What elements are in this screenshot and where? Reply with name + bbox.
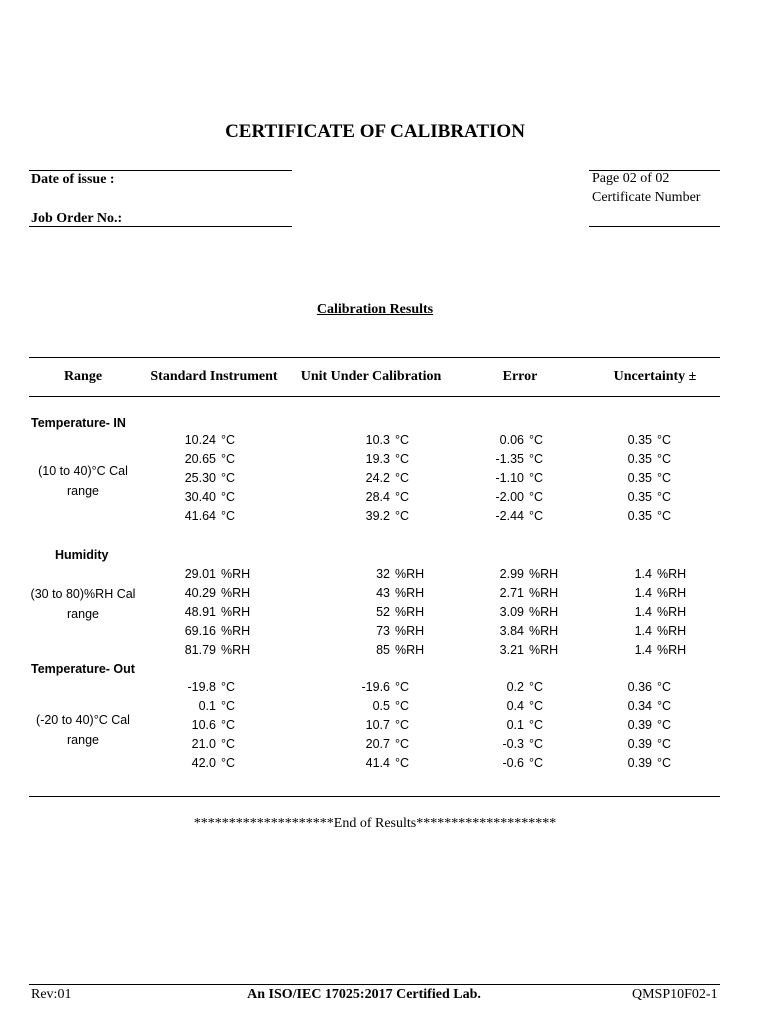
header-uncertainty: Uncertainty ± bbox=[613, 369, 697, 384]
cell-uuc bbox=[330, 452, 409, 466]
unit-unc: °C bbox=[657, 737, 672, 751]
cell-std bbox=[156, 509, 235, 523]
form-code: QMSP10F02-1 bbox=[632, 987, 718, 1002]
unit-unc: °C bbox=[657, 509, 672, 523]
cell-std bbox=[156, 490, 235, 504]
value-std: 30.40 bbox=[184, 490, 216, 504]
unit-err: °C bbox=[529, 737, 544, 751]
unit-unc: %RH bbox=[657, 567, 687, 581]
table-row bbox=[0, 452, 750, 471]
table-row bbox=[0, 718, 750, 737]
cell-err bbox=[464, 643, 558, 657]
value-uuc: 43 bbox=[376, 586, 390, 600]
cell-unc bbox=[592, 567, 686, 581]
value-err: 0.1 bbox=[506, 718, 524, 732]
cell-err bbox=[464, 737, 543, 751]
unit-uuc: °C bbox=[395, 718, 410, 732]
range-line: (-20 to 40)°C Cal bbox=[36, 713, 130, 727]
cell-std bbox=[156, 433, 235, 447]
value-err: 0.2 bbox=[506, 680, 524, 694]
unit-unc: %RH bbox=[657, 643, 687, 657]
footer-rule bbox=[29, 984, 720, 985]
value-err: 0.4 bbox=[506, 699, 524, 713]
unit-unc: °C bbox=[657, 471, 672, 485]
unit-uuc: %RH bbox=[395, 643, 425, 657]
cell-uuc bbox=[330, 433, 409, 447]
header-rule-left-top bbox=[29, 170, 292, 171]
unit-std: °C bbox=[221, 452, 236, 466]
value-unc: 0.35 bbox=[627, 490, 652, 504]
unit-unc: %RH bbox=[657, 586, 687, 600]
unit-err: °C bbox=[529, 471, 544, 485]
cell-err bbox=[464, 718, 543, 732]
unit-err: %RH bbox=[529, 567, 559, 581]
unit-std: °C bbox=[221, 756, 236, 770]
value-err: -2.44 bbox=[495, 509, 524, 523]
value-uuc: 24.2 bbox=[365, 471, 390, 485]
calibration-results-title: Calibration Results bbox=[316, 302, 434, 317]
unit-unc: %RH bbox=[657, 605, 687, 619]
section-title-humidity: Humidity bbox=[55, 548, 109, 562]
cell-err bbox=[464, 452, 543, 466]
revision-label: Rev:01 bbox=[31, 987, 72, 1002]
value-uuc: 39.2 bbox=[365, 509, 390, 523]
value-std: 0.1 bbox=[198, 699, 216, 713]
cell-err bbox=[464, 680, 543, 694]
value-std: 41.64 bbox=[184, 509, 216, 523]
unit-uuc: °C bbox=[395, 452, 410, 466]
unit-err: °C bbox=[529, 509, 544, 523]
value-std: 29.01 bbox=[184, 567, 216, 581]
unit-std: °C bbox=[221, 433, 236, 447]
cell-err bbox=[464, 433, 543, 447]
value-err: 0.06 bbox=[499, 433, 524, 447]
unit-unc: °C bbox=[657, 756, 672, 770]
value-err: -1.35 bbox=[495, 452, 524, 466]
value-std: 25.30 bbox=[184, 471, 216, 485]
unit-std: %RH bbox=[221, 624, 251, 638]
unit-uuc: °C bbox=[395, 433, 410, 447]
table-row bbox=[0, 586, 750, 605]
section-title-temperature-out: Temperature- Out bbox=[31, 662, 135, 676]
unit-err: %RH bbox=[529, 586, 559, 600]
page-number: Page 02 of 02 bbox=[592, 171, 670, 186]
cell-std bbox=[156, 756, 235, 770]
header-rule-right-bottom bbox=[589, 226, 720, 227]
value-unc: 0.39 bbox=[627, 756, 652, 770]
table-row bbox=[0, 567, 750, 586]
value-unc: 1.4 bbox=[634, 605, 652, 619]
table-row bbox=[0, 605, 750, 624]
unit-uuc: %RH bbox=[395, 567, 425, 581]
value-unc: 1.4 bbox=[634, 586, 652, 600]
unit-uuc: %RH bbox=[395, 624, 425, 638]
unit-err: °C bbox=[529, 452, 544, 466]
date-of-issue-label: Date of issue : bbox=[31, 172, 115, 187]
unit-unc: °C bbox=[657, 699, 672, 713]
value-err: -1.10 bbox=[495, 471, 524, 485]
table-row bbox=[0, 433, 750, 452]
value-std: 21.0 bbox=[191, 737, 216, 751]
cell-uuc bbox=[330, 471, 409, 485]
value-err: -2.00 bbox=[495, 490, 524, 504]
cell-err bbox=[464, 490, 543, 504]
cell-uuc bbox=[330, 509, 409, 523]
cell-uuc bbox=[330, 490, 409, 504]
cell-uuc bbox=[330, 718, 409, 732]
value-err: 3.21 bbox=[499, 643, 524, 657]
value-unc: 0.36 bbox=[627, 680, 652, 694]
unit-uuc: °C bbox=[395, 471, 410, 485]
cell-err bbox=[464, 699, 543, 713]
value-unc: 0.35 bbox=[627, 433, 652, 447]
unit-std: °C bbox=[221, 737, 236, 751]
value-std: 20.65 bbox=[184, 452, 216, 466]
unit-std: °C bbox=[221, 471, 236, 485]
table-row bbox=[0, 490, 750, 509]
table-row bbox=[0, 699, 750, 718]
value-uuc: 41.4 bbox=[365, 756, 390, 770]
range-line: range bbox=[67, 607, 99, 621]
cell-err bbox=[464, 471, 543, 485]
unit-err: °C bbox=[529, 680, 544, 694]
table-row bbox=[0, 624, 750, 643]
unit-std: %RH bbox=[221, 567, 251, 581]
cell-unc bbox=[592, 452, 671, 466]
cell-std bbox=[156, 471, 235, 485]
cell-std bbox=[156, 567, 250, 581]
cell-unc bbox=[592, 586, 686, 600]
value-std: -19.8 bbox=[187, 680, 216, 694]
unit-uuc: °C bbox=[395, 699, 410, 713]
value-uuc: 28.4 bbox=[365, 490, 390, 504]
cell-err bbox=[464, 605, 558, 619]
cell-unc bbox=[592, 718, 671, 732]
cell-unc bbox=[592, 490, 671, 504]
table-row bbox=[0, 509, 750, 528]
unit-std: °C bbox=[221, 699, 236, 713]
range-line: (10 to 40)°C Cal bbox=[38, 464, 128, 478]
value-unc: 1.4 bbox=[634, 643, 652, 657]
cell-std bbox=[156, 586, 250, 600]
value-err: 3.84 bbox=[499, 624, 524, 638]
range-line: range bbox=[67, 733, 99, 747]
header-unit-under-calibration: Unit Under Calibration bbox=[300, 369, 442, 384]
unit-err: %RH bbox=[529, 624, 559, 638]
unit-err: °C bbox=[529, 433, 544, 447]
cell-std bbox=[156, 452, 235, 466]
value-unc: 0.39 bbox=[627, 718, 652, 732]
cell-unc bbox=[592, 737, 671, 751]
value-std: 10.24 bbox=[184, 433, 216, 447]
cell-std bbox=[156, 699, 235, 713]
cell-unc bbox=[592, 643, 686, 657]
value-unc: 0.34 bbox=[627, 699, 652, 713]
value-unc: 0.39 bbox=[627, 737, 652, 751]
table-row bbox=[0, 643, 750, 662]
unit-uuc: °C bbox=[395, 490, 410, 504]
table-rule-header bbox=[29, 396, 720, 397]
cell-uuc bbox=[330, 567, 424, 581]
cell-uuc bbox=[330, 643, 424, 657]
unit-std: %RH bbox=[221, 643, 251, 657]
unit-unc: °C bbox=[657, 490, 672, 504]
unit-std: °C bbox=[221, 718, 236, 732]
header-error: Error bbox=[502, 369, 538, 384]
unit-uuc: °C bbox=[395, 756, 410, 770]
cell-err bbox=[464, 567, 558, 581]
cell-uuc bbox=[330, 605, 424, 619]
value-uuc: 10.3 bbox=[365, 433, 390, 447]
cell-uuc bbox=[330, 699, 409, 713]
unit-err: %RH bbox=[529, 643, 559, 657]
table-row bbox=[0, 737, 750, 756]
value-std: 69.16 bbox=[184, 624, 216, 638]
unit-err: %RH bbox=[529, 605, 559, 619]
cell-std bbox=[156, 643, 250, 657]
value-std: 10.6 bbox=[191, 718, 216, 732]
cell-unc bbox=[592, 471, 671, 485]
value-uuc: 52 bbox=[376, 605, 390, 619]
unit-uuc: °C bbox=[395, 680, 410, 694]
header-range: Range bbox=[63, 369, 103, 384]
value-err: -0.6 bbox=[502, 756, 524, 770]
cell-err bbox=[464, 756, 543, 770]
cell-std bbox=[156, 624, 250, 638]
value-unc: 1.4 bbox=[634, 567, 652, 581]
table-row bbox=[0, 756, 750, 775]
value-unc: 0.35 bbox=[627, 452, 652, 466]
value-unc: 0.35 bbox=[627, 509, 652, 523]
cell-uuc bbox=[330, 756, 409, 770]
value-std: 40.29 bbox=[184, 586, 216, 600]
cell-err bbox=[464, 586, 558, 600]
table-rule-top bbox=[29, 357, 720, 358]
cell-unc bbox=[592, 605, 686, 619]
cell-uuc bbox=[330, 737, 409, 751]
value-unc: 1.4 bbox=[634, 624, 652, 638]
range-line: (30 to 80)%RH Cal bbox=[30, 587, 136, 601]
cell-err bbox=[464, 509, 543, 523]
unit-unc: °C bbox=[657, 433, 672, 447]
unit-err: °C bbox=[529, 756, 544, 770]
cell-unc bbox=[592, 699, 671, 713]
value-uuc: 10.7 bbox=[365, 718, 390, 732]
unit-unc: °C bbox=[657, 718, 672, 732]
iso-certification: An ISO/IEC 17025:2017 Certified Lab. bbox=[247, 987, 481, 1002]
cell-uuc bbox=[330, 624, 424, 638]
unit-err: °C bbox=[529, 718, 544, 732]
cell-unc bbox=[592, 624, 686, 638]
unit-err: °C bbox=[529, 490, 544, 504]
unit-std: °C bbox=[221, 509, 236, 523]
value-unc: 0.35 bbox=[627, 471, 652, 485]
cell-unc bbox=[592, 433, 671, 447]
value-uuc: 85 bbox=[376, 643, 390, 657]
cell-std bbox=[156, 605, 250, 619]
table-row bbox=[0, 471, 750, 490]
value-err: -0.3 bbox=[502, 737, 524, 751]
value-uuc: 20.7 bbox=[365, 737, 390, 751]
unit-std: °C bbox=[221, 490, 236, 504]
unit-std: %RH bbox=[221, 605, 251, 619]
cell-uuc bbox=[330, 586, 424, 600]
section-title-temperature-in: Temperature- IN bbox=[31, 416, 126, 430]
value-std: 81.79 bbox=[184, 643, 216, 657]
range-line: range bbox=[67, 484, 99, 498]
value-err: 2.71 bbox=[499, 586, 524, 600]
value-err: 2.99 bbox=[499, 567, 524, 581]
unit-unc: %RH bbox=[657, 624, 687, 638]
cell-std bbox=[156, 737, 235, 751]
cell-unc bbox=[592, 509, 671, 523]
table-row bbox=[0, 680, 750, 699]
value-err: 3.09 bbox=[499, 605, 524, 619]
unit-std: °C bbox=[221, 680, 236, 694]
unit-unc: °C bbox=[657, 452, 672, 466]
job-order-label: Job Order No.: bbox=[31, 211, 123, 226]
certificate-number-label: Certificate Number bbox=[592, 190, 701, 205]
certificate-title: CERTIFICATE OF CALIBRATION bbox=[225, 121, 525, 142]
header-rule-left-bottom bbox=[29, 226, 292, 227]
value-uuc: 73 bbox=[376, 624, 390, 638]
cell-std bbox=[156, 718, 235, 732]
header-standard-instrument: Standard Instrument bbox=[150, 369, 278, 384]
unit-err: °C bbox=[529, 699, 544, 713]
unit-uuc: °C bbox=[395, 509, 410, 523]
table-rule-bottom bbox=[29, 796, 720, 797]
cell-unc bbox=[592, 756, 671, 770]
unit-uuc: %RH bbox=[395, 605, 425, 619]
cell-unc bbox=[592, 680, 671, 694]
value-uuc: 32 bbox=[376, 567, 390, 581]
unit-uuc: °C bbox=[395, 737, 410, 751]
unit-std: %RH bbox=[221, 586, 251, 600]
cell-std bbox=[156, 680, 235, 694]
cell-err bbox=[464, 624, 558, 638]
cell-uuc bbox=[330, 680, 409, 694]
end-of-results: ********************End of Results******************** bbox=[193, 816, 557, 831]
value-uuc: 0.5 bbox=[372, 699, 390, 713]
value-std: 48.91 bbox=[184, 605, 216, 619]
unit-unc: °C bbox=[657, 680, 672, 694]
value-uuc: 19.3 bbox=[365, 452, 390, 466]
value-std: 42.0 bbox=[191, 756, 216, 770]
value-uuc: -19.6 bbox=[361, 680, 390, 694]
unit-uuc: %RH bbox=[395, 586, 425, 600]
